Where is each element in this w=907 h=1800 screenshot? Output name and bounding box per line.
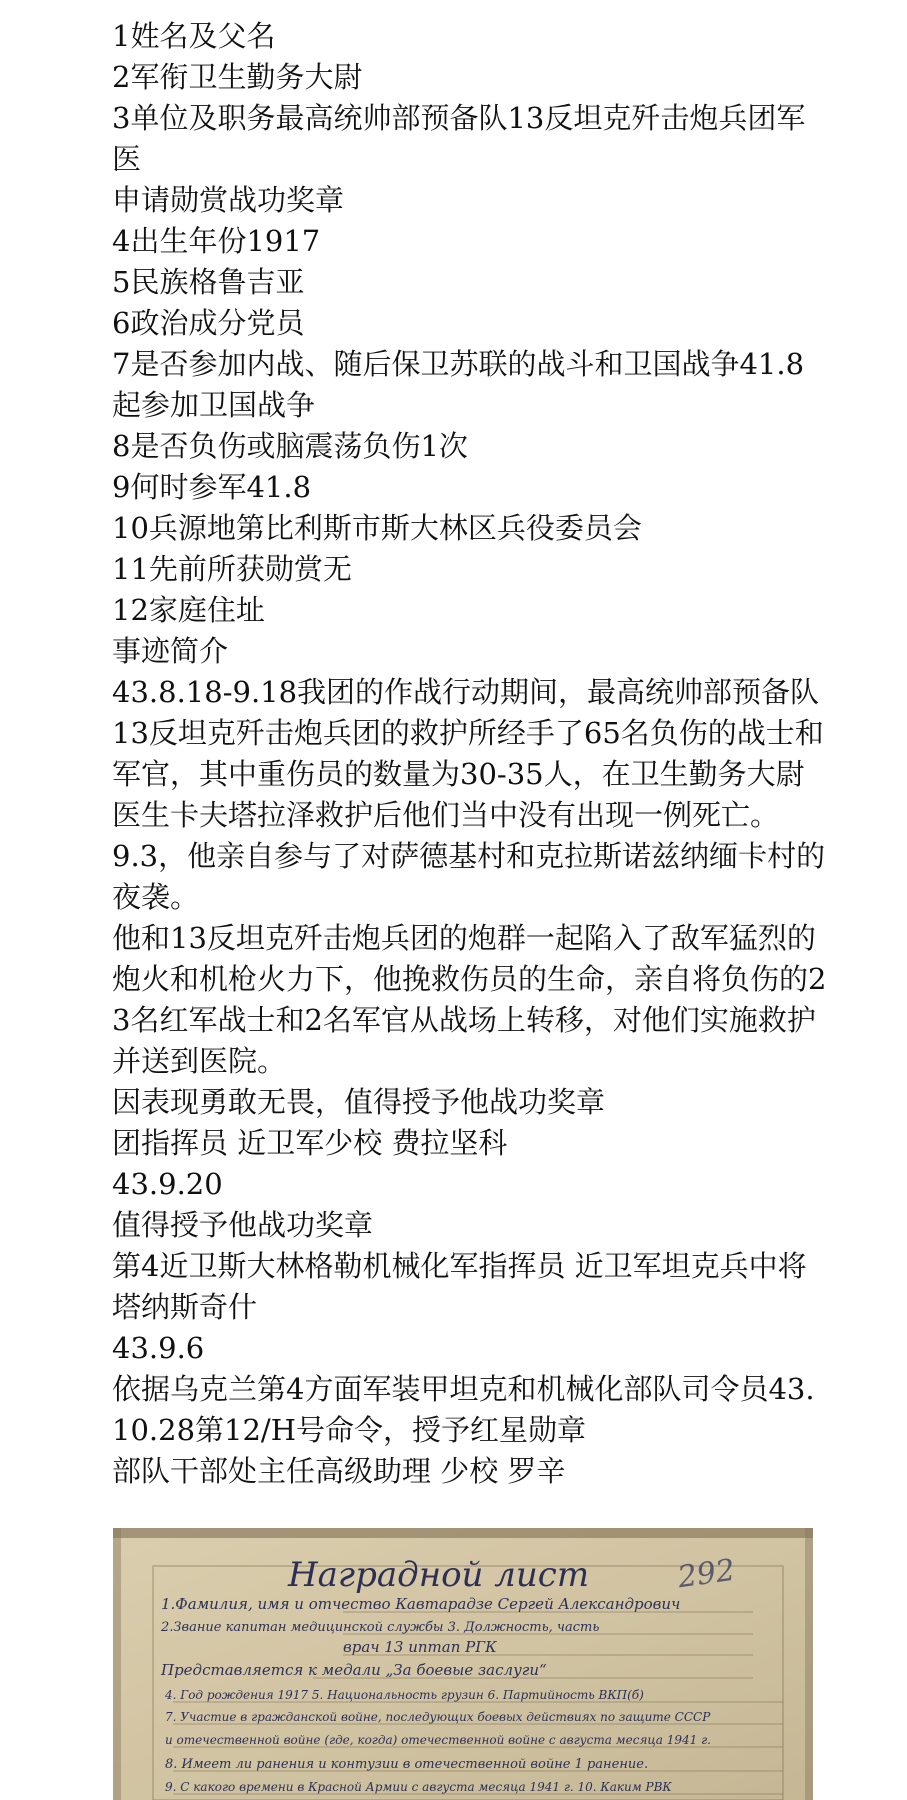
- sheet-heading: Наградной лист: [288, 1555, 590, 1595]
- line-draft-office: 10兵源地第比利斯市斯大林区兵役委员会: [112, 511, 642, 545]
- line-nationality: 5民族格鲁吉亚: [112, 265, 305, 299]
- line-name: 1姓名及父名: [112, 19, 276, 53]
- line-party: 6政治成分党员: [112, 306, 305, 340]
- paper-tint: [113, 1528, 813, 1800]
- translation-text: [112, 16, 832, 1492]
- line-recommendation: 因表现勇敢无畏，值得授予他战功奖章: [112, 1085, 606, 1119]
- line-approval: 值得授予他战功奖章: [112, 1208, 374, 1242]
- line-corps-commander: 第4近卫斯大林格勒机械化军指挥员 近卫军坦克兵中将 塔纳斯奇什: [112, 1249, 816, 1324]
- section-heading-summary: 事迹简介: [112, 634, 229, 668]
- paragraph-summary-2: 9.3，他亲自参与了对萨德基村和克拉斯诺兹纳缅卡村的夜袭。: [112, 839, 826, 914]
- line-home-address: 12家庭住址: [112, 593, 265, 627]
- line-enlisted: 9何时参军41.8: [112, 470, 312, 504]
- row-name: 1.Фамилия, имя и отчество Кавтарадзе Сергей Александрович: [161, 1595, 681, 1613]
- paragraph-summary-3: 他和13反坦克歼击炮兵团的炮群一起陷入了敌军猛烈的炮火和机枪火力下，他挽救伤员的生命，亲自将负伤的23名红军战士和2名军官从战场上转移，对他们实施救护并送到医院。: [112, 921, 827, 1078]
- row-wounds: 8. Имеет ли ранения и контузии в отечественной войне 1 ранение.: [165, 1757, 649, 1772]
- award-sheet-image: [113, 1528, 813, 1800]
- line-award-requested: 申请勋赏战功奖章: [112, 183, 345, 217]
- row-rank: 2.Звание капитан медицинской службы 3. Должность, часть: [161, 1620, 600, 1635]
- line-date-2: 43.9.6: [112, 1331, 205, 1365]
- row-birth-nationality: 4. Год рождения 1917 5. Национальность грузин 6. Партийность ВКП(б): [165, 1688, 644, 1702]
- line-order: 依据乌克兰第4方面军装甲坦克和机械化部队司令员43.10.28第12/H号命令，授予红星勋章: [112, 1372, 815, 1447]
- row-position: врач 13 иптап РГК: [343, 1638, 497, 1656]
- line-previous-awards: 11先前所获勋赏无: [112, 552, 352, 586]
- line-wounds: 8是否负伤或脑震荡负伤1次: [112, 429, 468, 463]
- line-regiment-commander: 团指挥员 近卫军少校 费拉坚科: [112, 1126, 508, 1160]
- row-award: Представляется к медали „За боевые заслуги“: [161, 1661, 547, 1679]
- row-enlisted: 9. С какого времени в Красной Армии с августа месяца 1941 г. 10. Каким РВК: [165, 1780, 672, 1794]
- line-signatory: 部队干部处主任高级助理 少校 罗辛: [112, 1454, 566, 1488]
- line-date-1: 43.9.20: [112, 1167, 223, 1201]
- row-participation: 7. Участие в гражданской войне, последующих боевых действиях по защите СССР: [165, 1710, 711, 1724]
- line-unit-position: 3单位及职务最高统帅部预备队13反坦克歼击炮兵团军医: [112, 101, 806, 176]
- line-rank: 2军衔卫生勤务大尉: [112, 60, 363, 94]
- line-war-participation: 7是否参加内战、随后保卫苏联的战斗和卫国战争41.8起参加卫国战争: [112, 347, 805, 422]
- paragraph-summary-1: 43.8.18-9.18我团的作战行动期间，最高统帅部预备队13反坦克歼击炮兵团的救护所经手了65名负伤的战士和军官，其中重伤员的数量为30-35人，在卫生勤务大尉医生卡夫塔拉泽救护后他们当中没有出现一例死亡。: [112, 675, 824, 832]
- award-sheet-scan: [113, 1528, 813, 1800]
- stamp-number: 292: [675, 1552, 738, 1596]
- line-birth-year: 4出生年份1917: [112, 224, 321, 258]
- row-participation-cont: и отечественной войне (где, когда) отечественной войне с августа месяца 1941 г.: [165, 1733, 711, 1747]
